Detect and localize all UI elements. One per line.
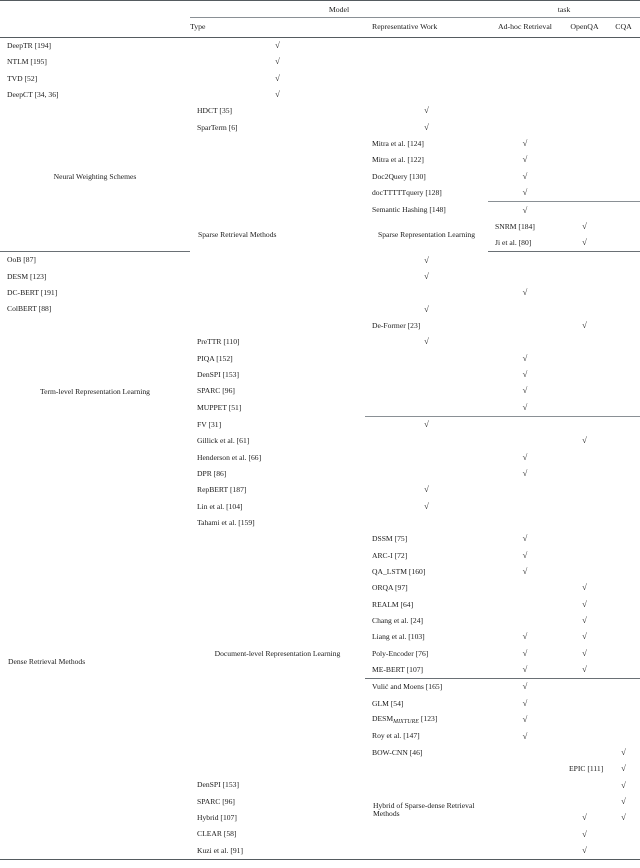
adhoc-check-cell [365,383,488,399]
cqa-check-cell [488,70,562,86]
representative-work-cell: BOW-CNN [46] [372,747,423,757]
representative-work-cell: ColBERT [88] [7,304,52,314]
cqa-check-cell [562,103,607,119]
method-group-label: Hybrid of Sparse-dense Retrieval Methods [373,801,475,818]
checkmark-icon: √ [522,170,528,181]
representative-work-cell: PreTTR [110] [197,337,240,347]
representative-work-cell: NTLM [195] [7,57,47,67]
checkmark-icon: √ [424,121,429,132]
checkmark-icon: √ [582,319,587,330]
checkmark-icon: √ [522,697,528,708]
openqa-check-cell [488,449,562,465]
checkmark-icon: √ [424,484,429,495]
representative-work-cell: TVD [52] [7,73,38,83]
adhoc-check-cell [488,152,562,168]
cqa-check-cell [562,119,607,135]
cqa-check-cell [607,662,640,679]
adhoc-check-cell [365,417,488,433]
representative-work-cell: DenSPI [153] [197,780,239,790]
adhoc-check-cell [488,168,562,184]
checkmark-icon: √ [582,844,587,855]
representative-work-cell: DPR [86] [197,468,227,478]
representative-work-cell: DSSM [75] [372,534,408,544]
openqa-check-cell [562,629,607,645]
adhoc-check-cell [488,695,562,711]
checkmark-icon: √ [424,418,429,429]
cqa-check-cell [607,596,640,612]
openqa-check-cell [607,235,640,252]
adhoc-check-cell [562,218,607,234]
representative-work-cell: OoB [87] [7,255,36,265]
method-group-label: Sparse Retrieval Methods [198,229,277,239]
checkmark-icon: √ [582,598,587,609]
checkmark-icon: √ [621,746,626,757]
method-type-label: Term-level Representation Learning [40,386,150,396]
checkmark-icon: √ [522,681,528,692]
representative-work-cell: QA_LSTM [160] [372,566,426,576]
header-span-row [0,1,640,18]
adhoc-check-cell [488,185,562,202]
checkmark-icon: √ [582,582,587,593]
adhoc-check-cell [190,87,365,103]
adhoc-check-cell [365,252,488,268]
representative-work-cell: Kuzi et al. [91] [197,845,243,855]
table-row [0,87,640,103]
cqa-check-cell [607,564,640,580]
cqa-check-cell [607,531,640,547]
representative-work-cell: Hybrid [107] [197,813,237,823]
checkmark-icon: √ [522,533,528,544]
representative-work-cell: DenSPI [153] [197,369,239,379]
table-row [0,54,640,70]
openqa-check-cell [488,433,562,449]
adhoc-check-cell [365,482,488,498]
representative-work-cell: Mitra et al. [124] [372,139,424,149]
checkmark-icon: √ [522,287,528,298]
adhoc-check-cell [488,662,562,679]
representative-work-cell: Doc2Query [130] [372,171,426,181]
bottom-rule [0,859,640,860]
adhoc-check-cell [488,136,562,152]
cqa-check-cell [607,613,640,629]
representative-work-cell: Liang et al. [103] [372,632,425,642]
openqa-check-cell [488,252,562,268]
adhoc-check-cell [365,466,488,482]
cqa-check-cell [562,383,607,399]
openqa-check-cell [562,712,607,728]
checkmark-icon: √ [582,237,587,248]
checkmark-icon: √ [582,631,587,642]
cqa-check-cell [562,417,607,433]
adhoc-check-cell [488,531,562,547]
cqa-check-cell [562,466,607,482]
checkmark-icon: √ [522,631,528,642]
openqa-check-cell [562,152,607,168]
cqa-check-cell [562,515,607,531]
representative-work-cell: DESM [123] [7,271,47,281]
openqa-check-cell [488,515,562,531]
representative-work-cell: RepBERT [187] [197,485,247,495]
representative-work-cell: GLM [54] [372,698,404,708]
cqa-check-cell [607,317,640,333]
adhoc-check-cell [365,285,488,301]
table-row [0,38,640,54]
cqa-check-cell [607,185,640,202]
openqa-check-cell [607,777,640,793]
representative-work-cell: ORQA [97] [372,583,408,593]
cqa-check-cell [607,168,640,184]
checkmark-icon: √ [275,89,280,100]
cqa-check-cell [562,449,607,465]
checkmark-icon: √ [621,779,626,790]
checkmark-icon: √ [522,451,528,462]
checkmark-icon: √ [522,368,528,379]
cqa-check-cell [562,399,607,416]
openqa-check-cell [562,136,607,152]
openqa-check-cell [562,168,607,184]
cqa-check-cell [607,728,640,744]
openqa-check-cell [562,580,607,596]
checkmark-icon: √ [275,40,280,51]
representative-work-cell: Vulić and Moens [165] [372,682,443,692]
cqa-check-cell [607,202,640,218]
cqa-check-cell [562,350,607,366]
openqa-check-cell [562,531,607,547]
checkmark-icon: √ [621,763,626,774]
cqa-check-cell [562,366,607,382]
checkmark-icon: √ [522,664,528,675]
cqa-check-cell [562,498,607,514]
openqa-check-cell [488,399,562,416]
representative-work-cell: SparTerm [6] [197,122,238,132]
checkmark-icon: √ [522,154,528,165]
header-col-openqa: OpenQA [570,22,599,32]
openqa-check-cell [607,826,640,842]
adhoc-check-cell [365,515,488,531]
cqa-check-cell [607,712,640,728]
adhoc-check-cell [607,761,640,777]
openqa-check-cell [607,842,640,859]
openqa-check-cell [365,70,488,86]
openqa-check-cell [365,54,488,70]
openqa-check-cell [562,645,607,661]
adhoc-check-cell [365,433,488,449]
method-type-label: Document-level Representation Learning [214,649,341,659]
representative-work-cell: PIQA [152] [197,353,233,363]
representative-work-cell: De-Former [23] [372,320,421,330]
adhoc-check-cell [488,596,562,612]
openqa-check-cell [562,202,607,218]
adhoc-check-cell [562,826,607,842]
cqa-check-cell [607,547,640,563]
representative-work-cell: Henderson et al. [66] [197,452,262,462]
header-spacer-2 [0,18,190,37]
checkmark-icon: √ [522,468,528,478]
work-subscript: MIXTURE [393,718,420,725]
openqa-check-cell [488,498,562,514]
checkmark-icon: √ [522,138,528,149]
openqa-check-cell [562,185,607,202]
representative-work-cell: Chang et al. [24] [372,616,424,625]
checkmark-icon: √ [522,204,528,215]
representative-work-cell: DESMMIXTURE [123] [372,714,438,725]
table-row [0,70,640,86]
openqa-check-cell [488,334,562,350]
header-column-row [0,18,640,37]
openqa-check-cell [488,366,562,382]
adhoc-check-cell [365,268,488,284]
cqa-check-cell [607,679,640,695]
cqa-check-cell [607,695,640,711]
adhoc-check-cell [365,334,488,350]
openqa-check-cell [488,383,562,399]
representative-work-cell: SPARC [96] [197,796,235,806]
representative-work-cell: SPARC [96] [197,386,235,396]
checkmark-icon: √ [582,220,587,231]
representative-work-cell: ARC-I [72] [372,550,408,560]
adhoc-check-cell [562,777,607,793]
representative-work-cell: ME-BERT [107] [372,665,424,675]
checkmark-icon: √ [522,730,528,741]
openqa-check-cell [562,613,607,629]
adhoc-check-cell [562,793,607,809]
checkmark-icon: √ [582,615,587,626]
adhoc-check-cell [488,547,562,563]
adhoc-check-cell [190,70,365,86]
adhoc-check-cell [562,235,607,252]
representative-work-cell: Roy et al. [147] [372,731,420,741]
openqa-check-cell [365,87,488,103]
checkmark-icon: √ [522,187,528,198]
method-group-label: Dense Retrieval Methods [8,657,86,667]
cqa-check-cell [562,482,607,498]
adhoc-check-cell [562,842,607,859]
cqa-check-cell [607,136,640,152]
header-col-representative-work: Representative Work [372,22,438,32]
representative-work-cell: Gillick et al. [61] [197,436,250,446]
representative-work-cell: SNRM [184] [495,221,535,231]
adhoc-check-cell [365,119,488,135]
checkmark-icon: √ [522,352,528,363]
representative-work-cell: EPIC [111] [569,764,604,774]
openqa-check-cell [488,466,562,482]
openqa-check-cell [562,547,607,563]
openqa-check-cell [562,317,607,333]
openqa-check-cell [488,103,562,119]
cqa-check-cell [488,38,562,54]
checkmark-icon: √ [424,303,429,314]
checkmark-icon: √ [522,714,528,725]
checkmark-icon: √ [582,828,587,839]
cqa-check-cell [607,744,640,760]
checkmark-icon: √ [582,812,587,823]
checkmark-icon: √ [582,435,587,446]
representative-work-cell: DC-BERT [191] [7,288,58,298]
cqa-check-cell [488,54,562,70]
representative-work-cell: HDCT [35] [197,106,233,116]
openqa-check-cell [607,793,640,809]
adhoc-check-cell [488,613,562,629]
openqa-check-cell [562,728,607,744]
openqa-check-cell [488,350,562,366]
table-row [0,466,640,482]
cqa-check-cell [607,645,640,661]
method-type-label: Sparse Representation Learning [378,230,475,240]
representative-work-cell: Lin et al. [104] [197,501,243,511]
openqa-check-cell [562,679,607,695]
representative-work-cell: docTTTTTquery [128] [372,188,442,198]
adhoc-check-cell [488,580,562,596]
checkmark-icon: √ [621,795,626,806]
openqa-check-cell [562,744,607,760]
checkmark-icon: √ [424,336,429,347]
cqa-check-cell [562,433,607,449]
header-col-type: Type [190,22,206,32]
cqa-check-cell [562,285,607,301]
openqa-check-cell [365,38,488,54]
table-header [0,1,640,38]
openqa-check-cell [488,417,562,433]
adhoc-check-cell [488,629,562,645]
adhoc-check-cell [190,38,365,54]
openqa-check-cell [488,119,562,135]
checkmark-icon: √ [522,385,528,396]
table-footer [0,859,640,860]
header-group-model: Model [328,4,350,14]
cqa-check-cell [488,87,562,103]
checkmark-icon: √ [275,72,280,83]
openqa-check-cell [562,596,607,612]
openqa-check-cell [488,301,562,317]
openqa-check-cell [488,482,562,498]
method-type-label [488,761,562,860]
adhoc-check-cell [365,449,488,465]
checkmark-icon: √ [424,105,429,116]
adhoc-check-cell [365,350,488,366]
representative-work-cell: FV [31] [197,419,222,429]
representative-work-cell: Poly-Encoder [76] [372,648,429,658]
checkmark-icon: √ [522,566,528,577]
header-col-adhoc-retrieval: Ad-hoc Retrieval [498,22,552,32]
cqa-check-cell [562,252,607,268]
adhoc-check-cell [365,399,488,416]
checkmark-icon: √ [582,647,587,658]
cqa-check-cell [607,580,640,596]
representative-work-cell: REALM [64] [372,599,414,609]
openqa-check-cell [562,695,607,711]
representative-work-cell: CLEAR [58] [197,829,237,839]
adhoc-check-cell [190,54,365,70]
adhoc-check-cell [488,744,562,760]
openqa-check-cell [562,662,607,679]
checkmark-icon: √ [275,56,280,67]
checkmark-icon: √ [522,549,528,560]
checkmark-icon: √ [424,254,429,265]
table-body [0,38,640,860]
adhoc-check-cell [488,645,562,661]
representative-work-cell: MUPPET [51] [197,402,242,412]
openqa-check-cell [488,268,562,284]
adhoc-check-cell [365,301,488,317]
header-group-task: task [557,4,571,14]
adhoc-check-cell [488,728,562,744]
representative-work-cell: DeepCT [34, 36] [7,90,59,99]
adhoc-check-cell [488,564,562,580]
adhoc-check-cell [488,202,562,218]
representative-work-cell: Mitra et al. [122] [372,155,424,165]
cqa-check-cell [607,152,640,168]
checkmark-icon: √ [424,270,429,281]
representative-work-cell: Semantic Hashing [148] [372,205,446,215]
adhoc-check-cell [488,712,562,728]
openqa-check-cell [488,285,562,301]
checkmark-icon: √ [424,500,429,511]
cqa-check-cell [562,301,607,317]
openqa-check-cell [607,810,640,826]
checkmark-icon: √ [522,401,528,412]
representative-work-cell: Ji et al. [80] [495,238,532,248]
adhoc-check-cell [488,317,562,333]
checkmark-icon: √ [582,664,587,675]
representative-work-cell: DeepTR [194] [7,40,52,50]
checkmark-icon: √ [621,812,626,823]
method-type-label: Neural Weighting Schemes [53,172,137,182]
cqa-check-cell [607,629,640,645]
adhoc-check-cell [365,498,488,514]
openqa-check-cell [562,564,607,580]
header-spacer [0,1,190,18]
header-col-cqa: CQA [615,22,632,32]
cqa-check-cell [562,268,607,284]
table-row [0,103,640,119]
adhoc-check-cell [365,366,488,382]
checkmark-icon: √ [522,647,528,658]
adhoc-check-cell [488,679,562,695]
adhoc-check-cell [562,810,607,826]
representative-work-cell: Tahami et al. [159] [197,517,255,527]
cqa-check-cell [562,334,607,350]
openqa-check-cell [607,218,640,234]
adhoc-check-cell [365,103,488,119]
